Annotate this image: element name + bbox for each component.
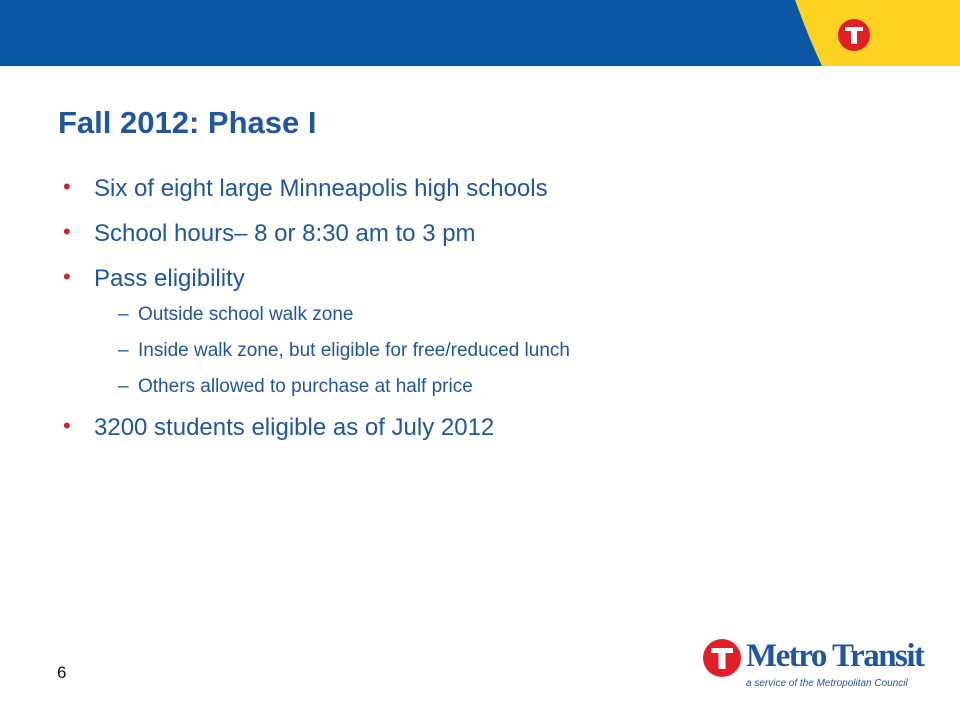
bullet-marker: • [63,174,71,199]
sub-bullet-item [60,339,920,363]
t-logo-icon [838,19,870,51]
sub-bullet-item [60,375,920,399]
sub-bullet-item [60,303,920,327]
logo-tagline: a service of the Metropolitan Council [746,678,908,689]
slide-title: Fall 2012: Phase I [58,105,317,140]
sub-bullet-text: Outside school walk zone [138,304,354,325]
sub-bullet-text: Inside walk zone, but eligible for free/reduced lunch [138,340,570,361]
metro-transit-logo [702,634,932,694]
bullet-list [60,174,920,458]
bullet-item [60,219,920,249]
sub-bullet-text: Others allowed to purchase at half price [138,376,473,397]
bullet-marker: • [63,413,71,438]
sub-bullet-marker: – [118,340,129,361]
bullet-item [60,413,920,443]
bullet-text: Pass eligibility [94,265,245,292]
sub-bullet-list [60,303,920,399]
bullet-marker: • [63,264,71,289]
sub-bullet-marker: – [118,376,129,397]
t-logo-icon [702,638,742,678]
bullet-item [60,264,920,294]
header-banner [0,0,960,66]
bullet-text: 3200 students eligible as of July 2012 [94,414,495,441]
bullet-text: School hours– 8 or 8:30 am to 3 pm [94,220,476,247]
bullet-text: Six of eight large Minneapolis high schools [94,175,548,202]
sub-bullet-marker: – [118,304,129,325]
bullet-item [60,174,920,204]
page-number: 6 [57,663,67,682]
bullet-marker: • [63,219,71,244]
logo-wordmark: Metro Transit [746,638,924,674]
